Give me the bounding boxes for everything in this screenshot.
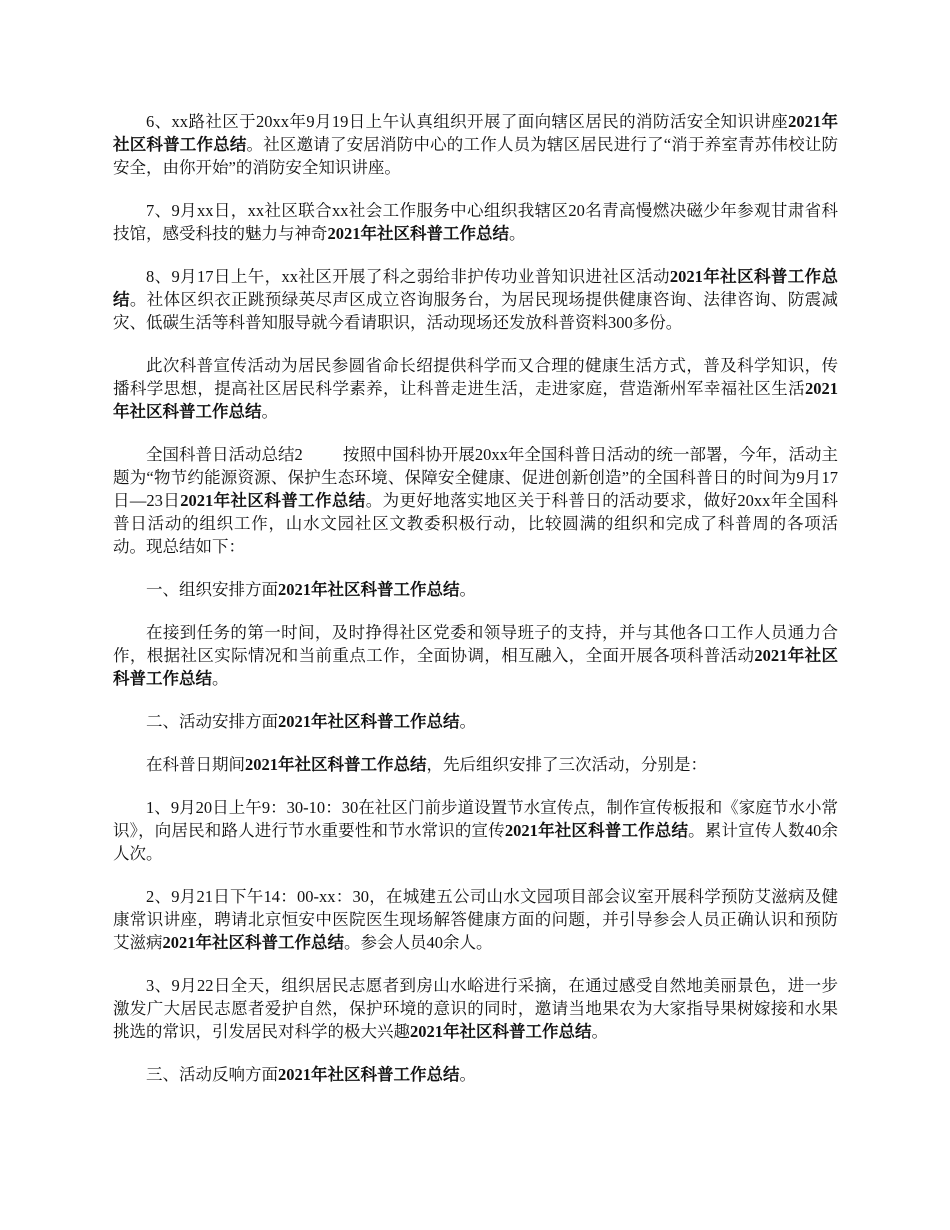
emphasis-title: 2021年社区科普工作总结: [162, 933, 344, 952]
paragraph-9: [113, 753, 838, 776]
section-heading: 三、活动反响方面: [146, 1065, 278, 1084]
paragraph-5: [113, 443, 838, 558]
section-heading: 二、活动安排方面: [146, 712, 278, 731]
paragraph-4: [113, 354, 838, 423]
paragraph-text: 。累计宣传人数40余人次。: [113, 821, 839, 863]
paragraph-11: [113, 885, 838, 954]
paragraph-text: 7、9月xx日，xx社区联合xx社会工作服务中心组织我辖区20名青高慢燃决磁少年参观甘肃省科技馆，感受科技的魅力与神奇: [113, 201, 838, 243]
paragraph-text: ，先后组织安排了三次活动，分别是：: [426, 755, 707, 774]
paragraph-text: 。: [212, 669, 229, 688]
emphasis-title: 2021年社区科普工作总结: [410, 1022, 592, 1041]
paragraph-7: [113, 621, 838, 690]
paragraph-text: 在科普日期间: [146, 755, 245, 774]
paragraph-text: 。: [261, 402, 278, 421]
emphasis-title: 2021年社区科普工作总结: [113, 379, 838, 421]
paragraph-text: 1、9月20日上午9：30-10：30在社区门前步道设置节水宣传点，制作宣传板报和《家庭节水小常识》，向居民和路人进行节水重要性和节水常识的宣传: [113, 798, 838, 840]
paragraph-text: 2、9月21日下午14：00-xx：30，在城建五公司山水文园项目部会议室开展科学预防艾滋病及健康常识讲座，聘请北京恒安中医院医生现场解答健康方面的问题，并引导参会人员正确认识和预防艾滋病: [113, 887, 838, 952]
paragraph-text: 。: [459, 1065, 476, 1084]
paragraph-8: [113, 710, 838, 733]
paragraph-text: 在接到任务的第一时间，及时挣得社区党委和领导班子的支持，并与其他各口工作人员通力合作，根据社区实际情况和当前重点工作，全面协调，相互融入，全面开展各项科普活动: [113, 623, 838, 665]
emphasis-title: 2021年社区科普工作总结: [504, 821, 689, 840]
paragraph-text: 此次科普宣传活动为居民参圆省命长绍提供科学而又合理的健康生活方式，普及科学知识，传播科学思想，提高社区居民科学素养，让科普走进生活，走进家庭，营造渐州军幸福社区生活: [113, 356, 838, 398]
paragraph-text: 。: [509, 224, 526, 243]
paragraph-text: 。社区邀请了安居消防中心的工作人员为辖区居民进行了“消于养室青苏伟校让防安全，由你开始”的消防安全知识讲座。: [113, 135, 839, 177]
emphasis-title: 2021年社区科普工作总结: [327, 224, 509, 243]
paragraph-text: 3、9月22日全天，组织居民志愿者到房山水峪进行采摘，在通过感受自然地美丽景色，进一步激发广大居民志愿者爱护自然，保护环境的意识的同时，邀请当地果农为大家指导果树嫁接和水果挑选的常识，引发居民对科学的极大兴趣: [113, 976, 838, 1041]
paragraph-6: [113, 578, 838, 601]
paragraph-text: 。: [459, 712, 476, 731]
paragraph-text: 。: [459, 580, 476, 599]
emphasis-title: 2021年社区科普工作总结: [113, 267, 839, 309]
paragraph-text: 。: [591, 1022, 608, 1041]
emphasis-title: 2021年社区科普工作总结: [278, 712, 460, 731]
document-body: [113, 110, 838, 1106]
paragraph-text: 按照中国科协开展20xx年全国科普日活动的统一部署，今年，活动主题为“物节约能源资源、保护生态环境、保障安全健康、促进创新创造”的全国科普日的时间为9月17日—23日: [113, 445, 839, 510]
emphasis-title: 2021年社区科普工作总结: [278, 580, 460, 599]
emphasis-title: 2021年社区科普工作总结: [245, 755, 427, 774]
paragraph-text: 6、xx路社区于20xx年9月19日上午认真组织开展了面向辖区居民的消防活安全知识讲座: [146, 112, 789, 131]
emphasis-title: 2021年社区科普工作总结: [180, 491, 366, 510]
section-heading: 一、组织安排方面: [146, 580, 278, 599]
section-heading: 全国科普日活动总结2: [146, 445, 303, 464]
paragraph-text: 8、9月17日上午，xx社区开展了科之弱给非护传功业普知识进社区活动: [146, 267, 670, 286]
paragraph-1: [113, 110, 838, 179]
paragraph-text: 。参会人员40余人。: [344, 933, 493, 952]
paragraph-text: 。为更好地落实地区关于科普日的活动要求，做好20xx年全国科普日活动的组织工作，山水文园社区文教委积极行动，比较圆满的组织和完成了科普周的各项活动。现总结如下：: [113, 491, 839, 556]
paragraph-13: [113, 1063, 838, 1086]
paragraph-3: [113, 265, 838, 334]
emphasis-title: 2021年社区科普工作总结: [113, 646, 839, 688]
paragraph-10: [113, 796, 838, 865]
paragraph-12: [113, 974, 838, 1043]
paragraph-2: [113, 199, 838, 245]
paragraph-text: 。社体区织衣正跳预绿英尽声区成立咨询服务台，为居民现场提供健康咨询、法律咨询、防震减灾、低碳生活等科普知服导就今看请职识，活动现场还发放科普资料300多份。: [113, 290, 839, 332]
emphasis-title: 2021年社区科普工作总结: [278, 1065, 460, 1084]
emphasis-title: 2021年社区科普工作总结: [113, 112, 839, 154]
